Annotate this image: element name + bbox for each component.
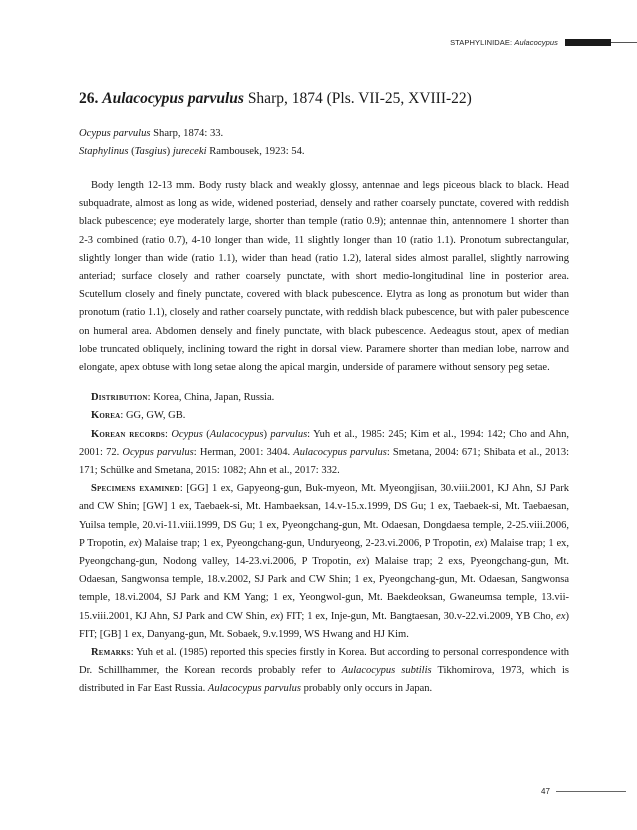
header-family: STAPHYLINIDAE: [450, 37, 515, 47]
korean-records-paragraph [79, 426, 569, 481]
running-header [450, 37, 637, 47]
specimens-paragraph [79, 480, 569, 644]
korean-records-name: Aulacocypus parvulus [293, 446, 387, 458]
species-account [79, 90, 569, 699]
synonym-2-species: jureceki [172, 146, 207, 157]
korean-records-subgenus: Aulacocypus [209, 428, 264, 440]
remarks-text: Tikhomirova, 1973, which is distributed in Far East Russia. [79, 665, 569, 695]
species-number: 26. [79, 90, 99, 107]
remarks-species: Aulacocypus parvulus [207, 683, 301, 695]
remarks-text: probably only occurs in Japan. [300, 683, 433, 695]
header-genus: Aulacocypus [514, 37, 558, 47]
specimens-text: ) Malaise trap; 1 ex, Pyeongchang-gun, Nodong valley, 14-23.vi.2006, P Tropotin, [79, 537, 570, 568]
specimens-ex: ex [128, 537, 139, 549]
korean-records-name: Ocypus parvulus [122, 446, 194, 458]
specimens-text: ) Malaise trap; 1 ex, Pyeongchang-gun, Unduryeong, 2-23.vi.2006, P Tropotin, [138, 537, 475, 549]
species-author: Sharp, 1874 [243, 90, 323, 107]
synonym-2: Staphylinus (Tasgius) jureceki Rambousek, 1923: 54. [79, 146, 305, 157]
korean-records-text: : [164, 428, 172, 440]
synonym-2-genus: Staphylinus [79, 146, 129, 157]
korean-records-text: : Smetana, 2004: 671; Shibata et al., 2013: 171; Schülke and Smetana, 2015: 1082; Ahn et al., 2017: 332. [79, 446, 570, 477]
synonym-2-citation: Rambousek, 1923: 54. [206, 146, 305, 157]
remarks-label: Remarks [91, 647, 131, 659]
korean-records-text: ) [263, 428, 271, 440]
species-name: Aulacocypus parvulus [102, 90, 244, 107]
korean-records-text: : Yuh et al., 1985: 245; Kim et al., 1994: 142; Cho and Ahn, 2001: 72. [79, 428, 570, 458]
remarks-paragraph [79, 644, 569, 699]
running-header-text [450, 38, 558, 47]
specimens-text: : [GG] 1 ex, Gapyeong-gun, Buk-myeon, Mt. Myeongjisan, 30.viii.2001, KJ Ahn, SJ Park and CW Shin; [GW] 1 ex, Taebaek-si, Mt. Hambaeksan, 14.v-15.x.1999, DS Gu; 1 ex, Taebaek-si, Mt. Taebaesan, Yuilsa temple, 20.vi-11.viii.1999, DS Gu; 1 ex, Pyeongchang-gun, Mt. Odaesan, Dongdaesa temple, 2-25.viii.2006, P Tropotin, [79, 483, 569, 549]
korean-records-text: : Herman, 2001: 3404. [193, 446, 294, 458]
specimens-text: ) FIT; [GB] 1 ex, Danyang-gun, Mt. Sobaek, 9.v.1999, WS Hwang and HJ Kim. [79, 610, 569, 640]
specimens-text: ) FIT; 1 ex, Inje-gun, Mt. Bangtaesan, 30.v-22.vi.2009, YB Cho, [279, 610, 557, 622]
specimens-ex: ex [556, 610, 566, 622]
species-title [79, 90, 569, 108]
synonym-2-subgenus: Tasgius [134, 146, 167, 157]
distribution-text: : Korea, China, Japan, Russia. [147, 392, 275, 404]
specimens-ex: ex [270, 610, 280, 622]
header-bar [565, 39, 611, 46]
synonym-1 [79, 125, 569, 143]
remarks-text: : Yuh et al. (1985) reported this species firstly in Korea. But according to personal correspondence with Dr. Schillhammer, the Korean records probably refer to [79, 647, 569, 677]
synonym-1-name: Ocypus parvulus [79, 128, 151, 139]
korean-records-genus: Ocypus [171, 428, 203, 440]
korea-paragraph [79, 407, 569, 425]
korea-text: : GG, GW, GB. [120, 410, 186, 422]
plate-references: (Pls. VII-25, XVIII-22) [326, 90, 472, 107]
specimens-label: Specimens examined [91, 483, 180, 495]
page-footer [541, 787, 626, 796]
remarks-species: Aulacocypus subtilis [341, 665, 432, 677]
footer-rule [556, 791, 626, 792]
specimens-ex: ex [474, 537, 484, 549]
specimens-text: ) Malaise trap; 2 exs, Pyeongchang-gun, Mt. Odaesan, Sangwonsa temple, 18.v.2002, SJ Park and CW Shin; 1 ex, Pyeongchang-gun, Mt. Odaesan, Sangwonsa temple, 18.vi.2004, SJ Park and KM Yang; 1 ex, Yeongwol-gun, Mt. Baekdeoksan, Gwaneumsa temple, 13.vii-15.viii.2001, KJ Ahn, SJ Park and CW Shin, [79, 556, 569, 622]
description-paragraph: Body length 12-13 mm. Body rusty black and weakly glossy, antennae and legs piceous black to black. Head subquadrate, almost as long as wide, widened posteriad, densely and rather coarsely punctate, covered with reddish black pubescence; eye moderately large, shorter than temple (ratio 0.9); antennae thin, antennomere 1 shorter than 2-3 combined (ratio 0.7), 4-10 longer than wide, 11 slightly longer than 10 (ratio 1.1). Pronotum subrectangular, slightly longer than wide (ratio 1.1), wider than head (ratio 1.2), lateral sides almost parallel, slightly narrowing anteriad; surface closely and rather coarsely punctate, with short medio-longitudinal line in posterior area. Scutellum closely and finely punctate, covered with black pubescence. Elytra as long as pronotum but wider than pronotum (ratio 1.1), closely and rather coarsely punctate, with reddish black pubescence, but with paler pubescence on humeral area. Abdomen densely and finely punctate, with black pubescence. Aedeagus stout, apex of median lobe truncated obliquely, inclining toward the right in dorsal view. Paramere shorter than median lobe, narrow and elongate, apex obtuse with long setae along the apical margin, underside of paramere without sensory peg setae. [79, 180, 569, 374]
page-number: 47 [541, 787, 550, 796]
distribution-paragraph [79, 389, 569, 407]
synonym-list [79, 125, 569, 161]
specimens-ex: ex [356, 556, 366, 568]
header-rule [611, 42, 637, 43]
korean-records-label: Korean records [91, 428, 165, 440]
korean-records-text: ( [202, 428, 210, 440]
distribution-label: Distribution [91, 392, 148, 404]
korean-records-species: parvulus [270, 428, 308, 440]
synonym-1-citation: Sharp, 1874: 33. [150, 128, 224, 139]
korea-label: Korea [91, 410, 121, 422]
